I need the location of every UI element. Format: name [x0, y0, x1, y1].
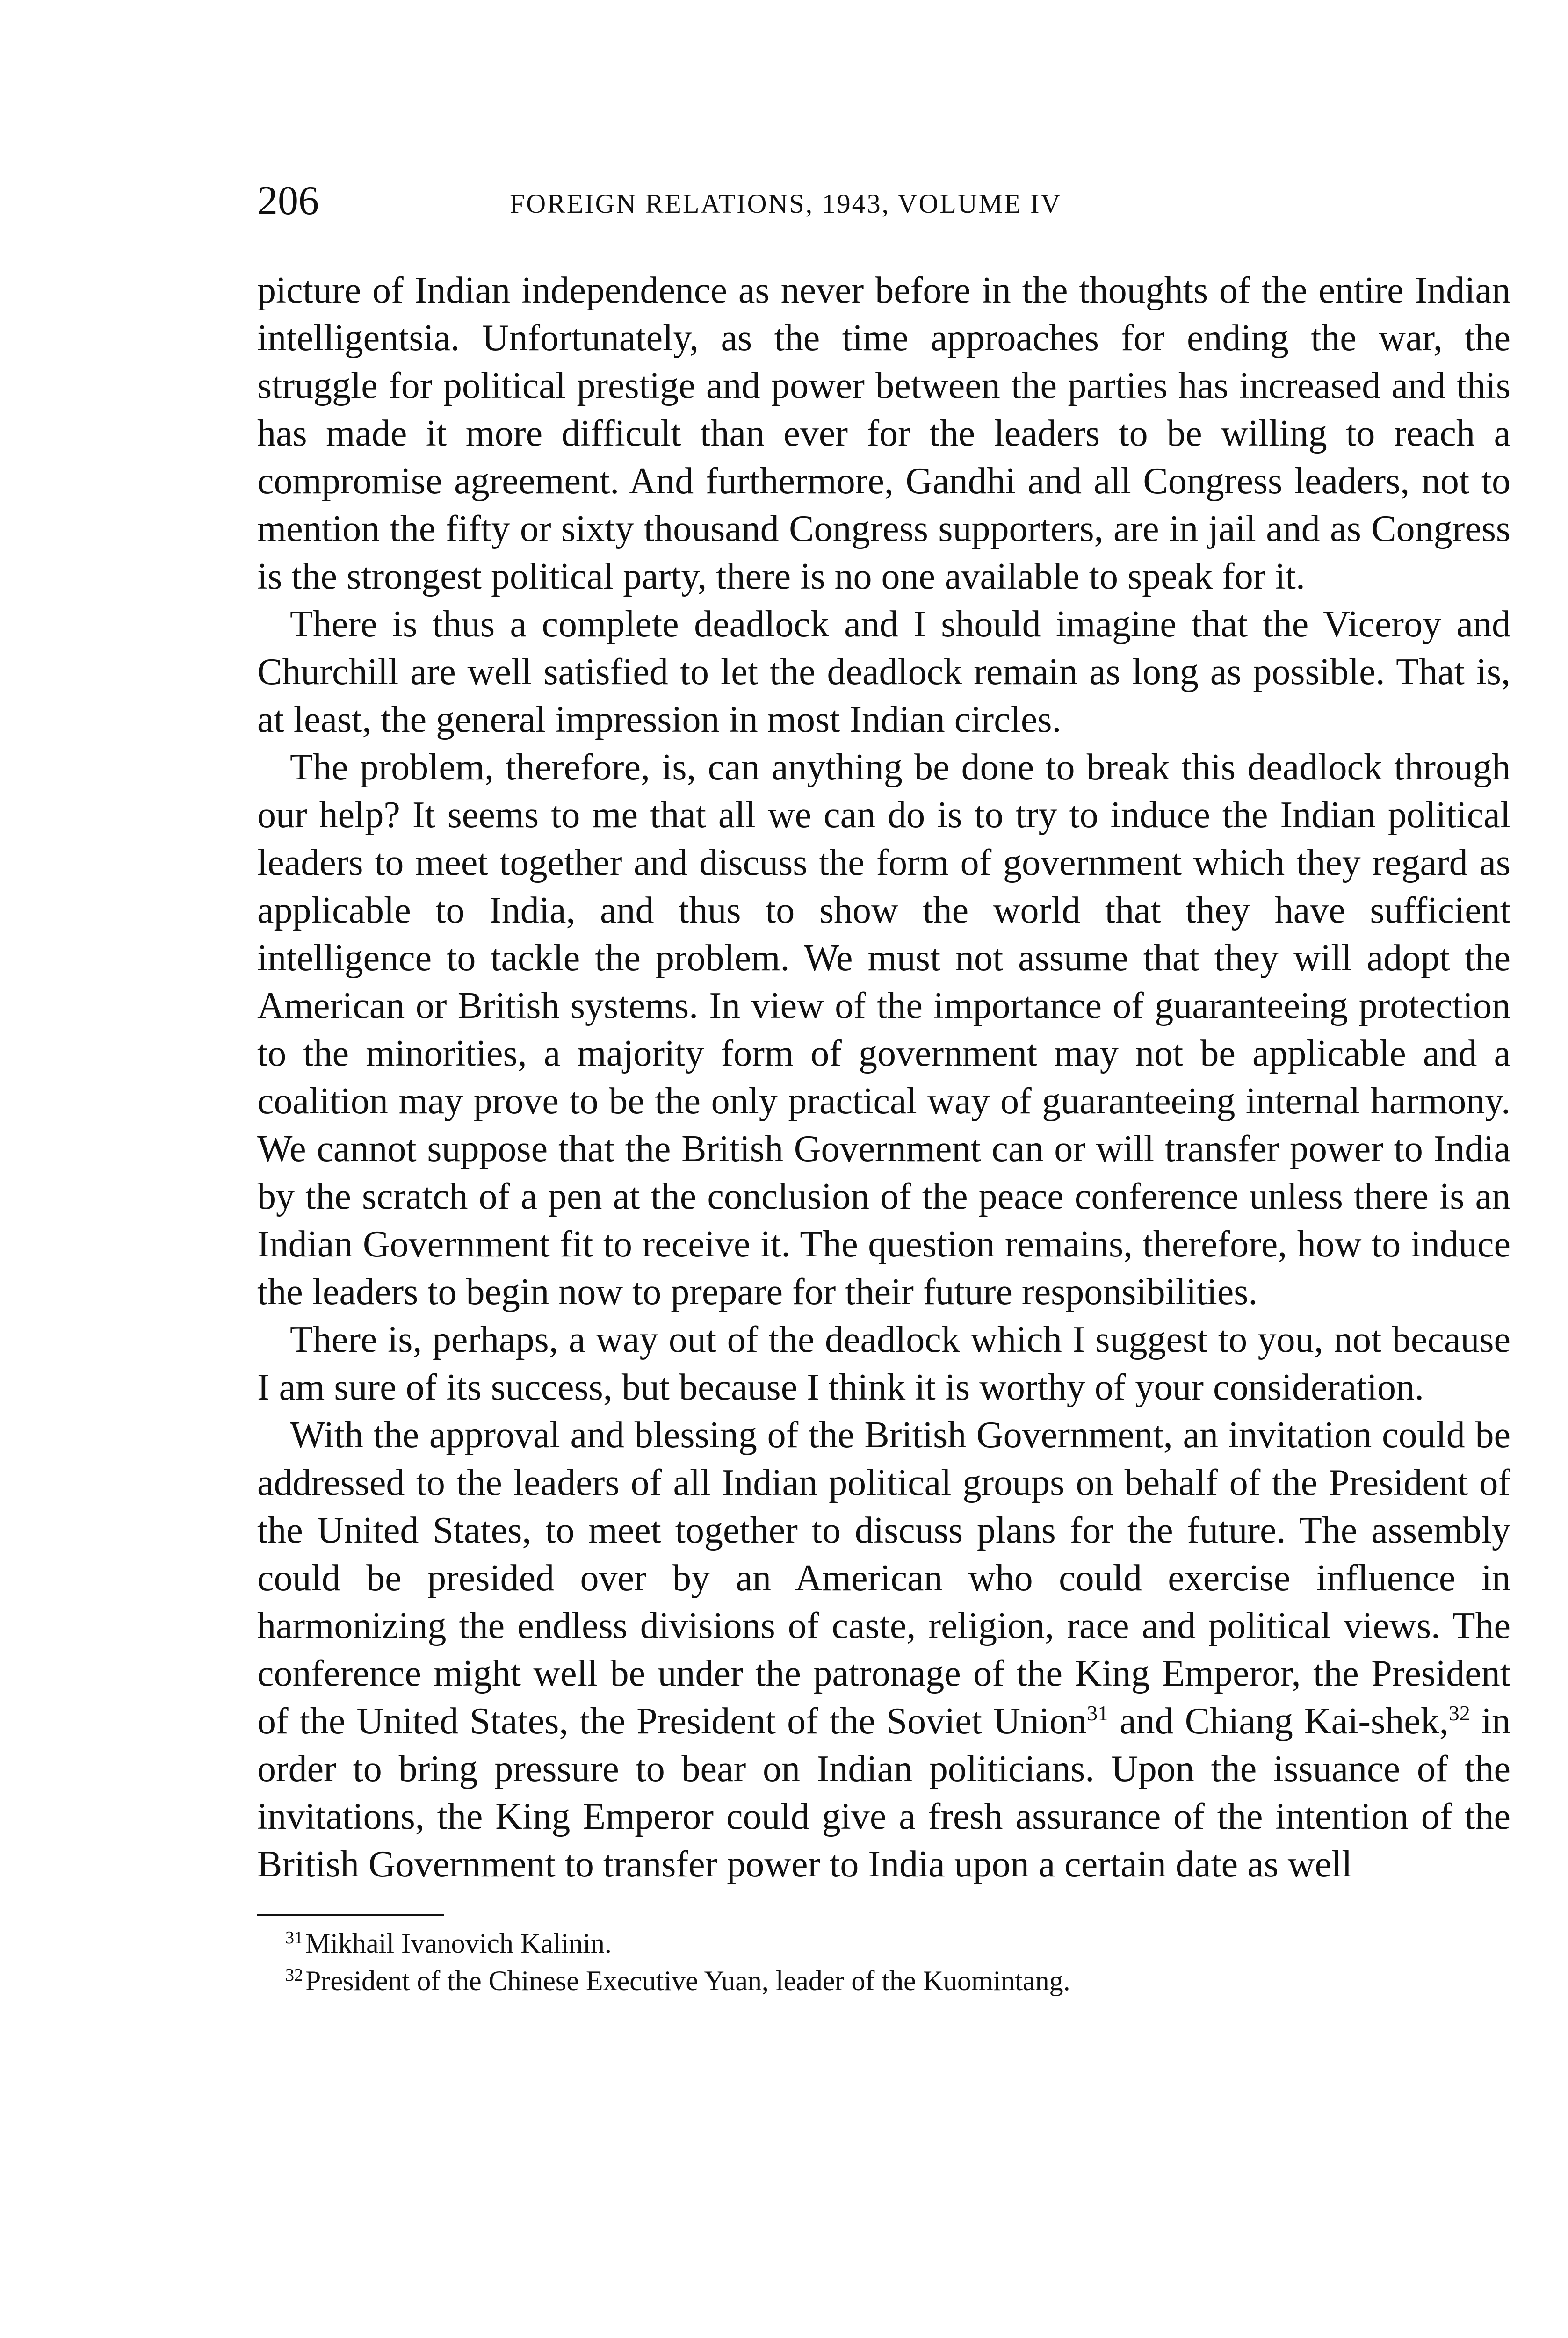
footnote-text: President of the Chinese Executive Yuan, leader of the Kuomintang. [305, 1965, 1070, 1996]
footnote-marker: 32 [285, 1965, 303, 1985]
footnote-marker: 31 [285, 1928, 303, 1948]
paragraph-problem: The problem, therefore, is, can anything be done to break this deadlock through our help? It seems to me that all we can do is to try to induce the Indian political leaders to meet together and discuss the form of government which they regard as applicable to India, and thus to show the world that they have sufficient intelligence to tackle the problem. We must not assume that they will adopt the American or British systems. In view of the importance of guaranteeing protection to the minorities, a majority form of government may not be applicable and a coalition may prove to be the only practical way of guaranteeing internal harmony. We cannot suppose that the British Government can or will transfer power to India by the scratch of a pen at the conclusion of the peace conference unless there is an Indian Government fit to receive it. The question remains, therefore, how to induce the leaders to begin now to prepare for their future responsibilities. [257, 747, 1510, 1313]
paragraph-invitation-text-3: in order to bring pressure to bear on Indian politicians. Upon the issuance of the invitations, the King Emperor could give a fresh assurance of the intention of the British Government to transfer power to India upon a certain date as well [257, 1701, 1510, 1885]
running-title: FOREIGN RELATIONS, 1943, VOLUME IV [510, 188, 1062, 219]
footnote-ref-31: 31 [1087, 1701, 1109, 1725]
paragraph-invitation [257, 1411, 1510, 1888]
paragraph-suggestion: There is, perhaps, a way out of the deadlock which I suggest to you, not because I am sure of its success, but because I think it is worthy of your consideration. [257, 1319, 1510, 1408]
running-head [257, 178, 1510, 234]
paragraph-continuation: picture of Indian independence as never before in the thoughts of the entire Indian intelligentsia. Unfortunately, as the time approaches for ending the war, the struggle for political prestige and power between the parties has increased and this has made it more difficult than ever for the leaders to be willing to reach a compromise agreement. And furthermore, Gandhi and all Congress leaders, not to mention the fifty or sixty thousand Congress supporters, are in jail and as Congress is the strongest political party, there is no one available to speak for it. [257, 270, 1510, 597]
paragraph-deadlock: There is thus a complete deadlock and I should imagine that the Viceroy and Churchill are well satisfied to let the deadlock remain as long as possible. That is, at least, the general impression in most Indian circles. [257, 604, 1510, 740]
footnote-31 [257, 1925, 1510, 1962]
paragraph-invitation-text-1: With the approval and blessing of the British Government, an invitation could be addressed to the leaders of all Indian political groups on behalf of the President of the United States, to meet together to discuss plans for the future. The assembly could be presided over by an American who could exercise influence in harmonizing the endless divisions of caste, religion, race and political views. The conference might well be under the patronage of the King Emperor, the President of the United States, the President of the Soviet Union [257, 1414, 1510, 1742]
body-text [257, 267, 1510, 1888]
footnote-ref-32: 32 [1448, 1701, 1470, 1725]
page-number: 206 [257, 178, 319, 224]
footnotes [257, 1925, 1510, 1999]
footnote-32 [257, 1962, 1510, 1999]
paragraph-invitation-text-2: and Chiang Kai-shek, [1108, 1701, 1449, 1742]
footnote-text: Mikhail Ivanovich Kalinin. [305, 1928, 612, 1959]
footnote-divider [257, 1914, 444, 1916]
document-page [257, 178, 1510, 1999]
